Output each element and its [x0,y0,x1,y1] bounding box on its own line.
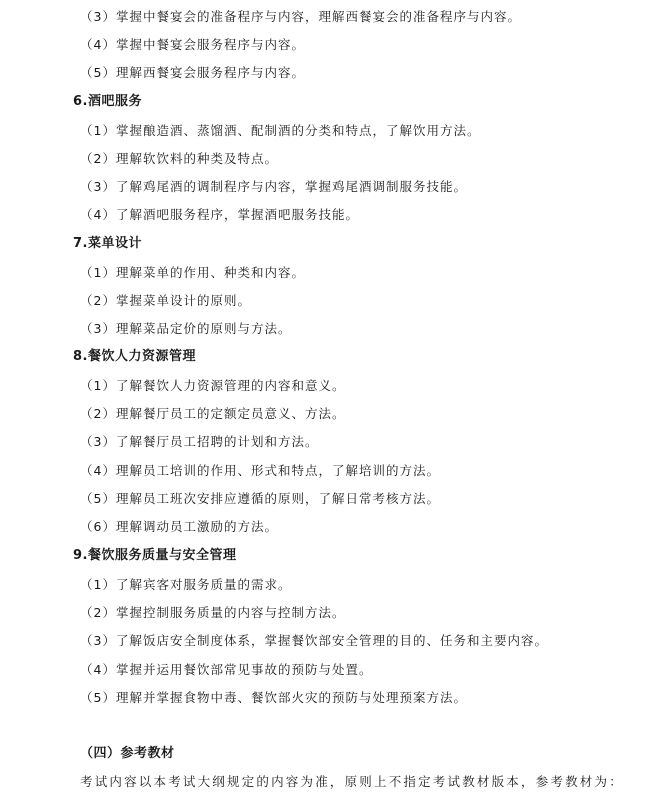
body-paragraph: 考试内容以本考试大纲规定的内容为准，原则上不指定考试教材版本，参考教材为： [80,774,624,789]
list-item: （1）了解宾客对服务质量的需求。 [80,577,292,592]
list-item: （3）了解饭店安全制度体系，掌握餐饮部安全管理的目的、任务和主要内容。 [80,633,548,648]
list-item: （1）了解餐饮人力资源管理的内容和意义。 [80,378,346,393]
list-item: （4）掌握中餐宴会服务程序与内容。 [80,37,305,52]
list-item: （5）理解员工班次安排应遵循的原则，了解日常考核方法。 [80,491,440,506]
list-item: （2）理解餐厅员工的定额定员意义、方法。 [80,406,346,421]
section-heading: 7.菜单设计 [73,236,142,251]
list-item: （3）理解菜品定价的原则与方法。 [80,321,292,336]
list-item: （4）了解酒吧服务程序，掌握酒吧服务技能。 [80,207,359,222]
section-heading: 9.餐饮服务质量与安全管理 [73,548,237,563]
list-item: （2）掌握菜单设计的原则。 [80,293,251,308]
section-heading: 8.餐饮人力资源管理 [73,349,196,364]
list-item: （1）理解菜单的作用、种类和内容。 [80,265,305,280]
list-item: （6）理解调动员工激励的方法。 [80,519,278,534]
list-item: （5）理解西餐宴会服务程序与内容。 [80,65,305,80]
list-item: （3）了解鸡尾酒的调制程序与内容，掌握鸡尾酒调制服务技能。 [80,179,467,194]
list-item: （2）理解软饮料的种类及特点。 [80,151,278,166]
list-item: （4）掌握并运用餐饮部常见事故的预防与处置。 [80,662,373,677]
list-item: （1）掌握酿造酒、蒸馏酒、配制酒的分类和特点，了解饮用方法。 [80,123,481,138]
list-item: （2）掌握控制服务质量的内容与控制方法。 [80,605,346,620]
list-item: （4）理解员工培训的作用、形式和特点，了解培训的方法。 [80,463,440,478]
list-item: （5）理解并掌握食物中毒、餐饮部火灾的预防与处理预案方法。 [80,690,467,705]
section-heading: 6.酒吧服务 [73,94,142,109]
list-item: （3）了解餐厅员工招聘的计划和方法。 [80,434,319,449]
subsection-heading: （四）参考教材 [80,746,175,761]
list-item: （3）掌握中餐宴会的准备程序与内容，理解西餐宴会的准备程序与内容。 [80,9,521,24]
